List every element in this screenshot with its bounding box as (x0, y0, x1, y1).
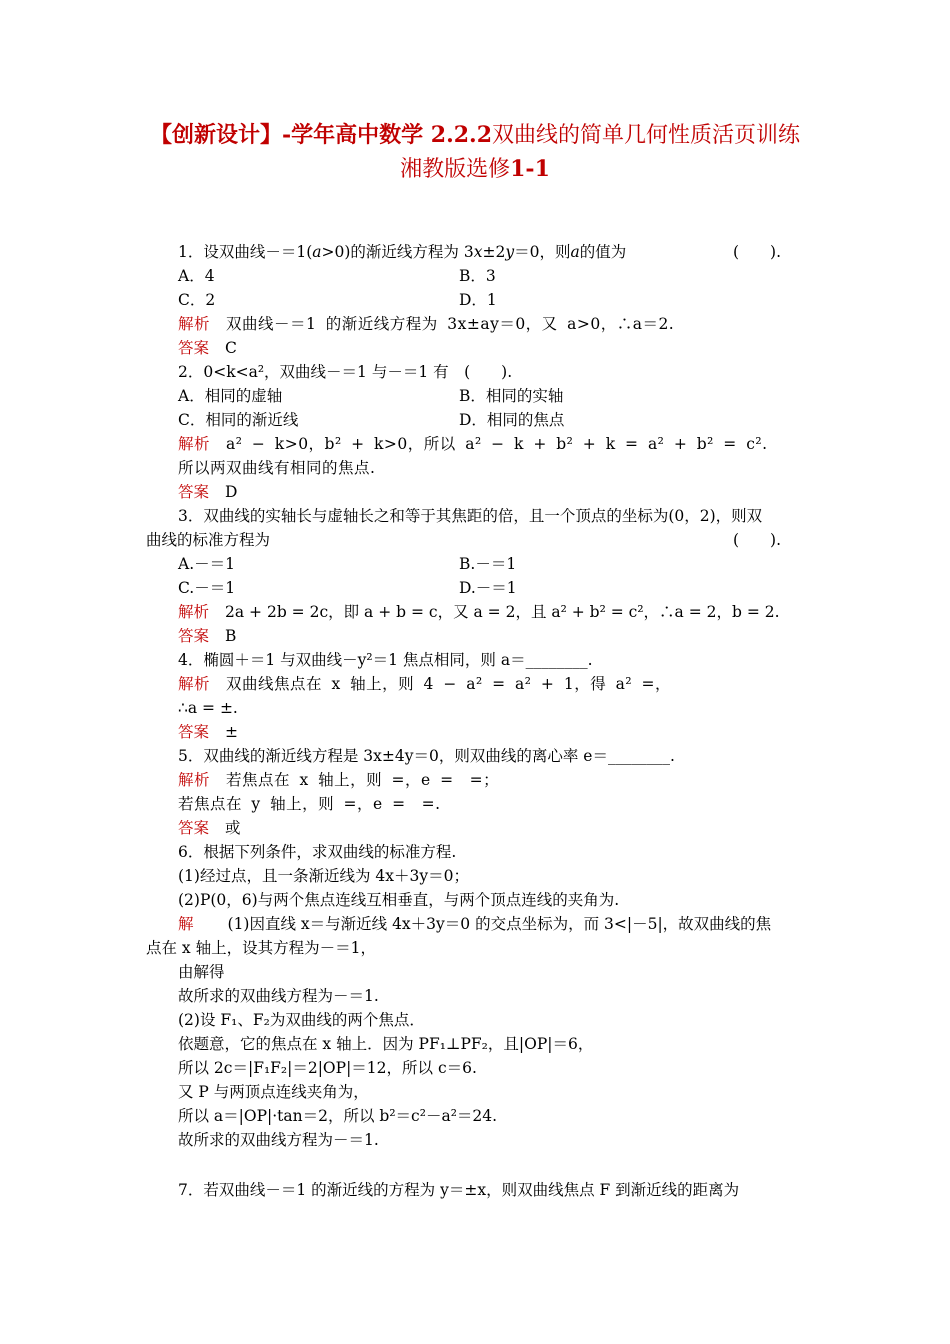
solution-label: 解 (178, 915, 194, 933)
q4-analysis: 解析 双曲线焦点在 x 轴上，则 4 − a² = a² + 1，得 a² =， (178, 675, 671, 693)
q6-solution-line-10: 故所求的双曲线方程为－＝1. (178, 1131, 379, 1149)
q1-option-b: B．3 (459, 267, 496, 285)
q7-stem: 7．若双曲线－＝1 的渐近线的方程为 y＝±x，则双曲线焦点 F 到渐近线的距离为 (178, 1181, 740, 1199)
q3-option-d: D.－＝1 (459, 579, 517, 597)
q3-option-b: B.－＝1 (459, 555, 517, 573)
q6-part-1: (1)经过点，且一条渐近线为 4x＋3y＝0； (178, 867, 469, 885)
q2-option-c: C．相同的渐近线 (178, 411, 299, 429)
analysis-label: 解析 (178, 435, 211, 453)
q1-analysis: 解析 双曲线－＝1 的渐近线方程为 3x±ay＝0，又 a>0，∴a＝2. (178, 315, 675, 333)
q3-stem-line-2: 曲线的标准方程为 (146, 531, 271, 549)
answer-label: 答案 (178, 339, 210, 357)
q2-option-a: A．相同的虚轴 (178, 387, 283, 405)
q5-analysis: 解析 若焦点在 x 轴上，则 =，e = =； (178, 771, 500, 789)
q4-stem: 4．椭圆＋＝1 与双曲线－y²＝1 焦点相同，则 a＝________. (178, 651, 593, 669)
q6-solution-line-3: 由解得 (178, 963, 225, 981)
analysis-label: 解析 (178, 315, 211, 333)
q3-option-a: A.－＝1 (178, 555, 235, 573)
q3-paren: ( ). (733, 531, 782, 549)
q1-option-d: D．1 (459, 291, 497, 309)
q1-option-a: A．4 (178, 267, 215, 285)
q1-paren: ( ). (733, 243, 782, 261)
analysis-label: 解析 (178, 675, 211, 693)
q6-solution-line-4: 故所求的双曲线方程为－＝1. (178, 987, 379, 1005)
q6-solution-line-2: 点在 x 轴上，设其方程为－＝1， (146, 939, 376, 957)
q5-stem: 5．双曲线的渐近线方程是 3x±4y＝0，则双曲线的离心率 e＝________. (178, 747, 675, 765)
q6-solution-line-5: (2)设 F₁、F₂为双曲线的两个焦点． (178, 1011, 425, 1029)
q2-option-d: D．相同的焦点 (459, 411, 565, 429)
q6-stem: 6．根据下列条件，求双曲线的标准方程. (178, 843, 457, 861)
document-title-line-2: 湘教版选修1-1 (400, 156, 550, 182)
q3-analysis: 解析 2a + 2b = 2c，即 a + b = c，又 a = 2，且 a² + b² = c²，∴a = 2，b = 2. (178, 603, 780, 621)
q2-analysis-line-2: 所以两双曲线有相同的焦点. (178, 459, 376, 477)
answer-label: 答案 (178, 627, 210, 645)
answer-label: 答案 (178, 723, 210, 741)
q3-answer: 答案 B (178, 627, 237, 645)
q5-analysis-line-2: 若焦点在 y 轴上，则 =，e = =. (178, 795, 441, 813)
q3-stem: 3．双曲线的实轴长与虚轴长之和等于其焦距的倍，且一个顶点的坐标为(0，2)，则双 (178, 507, 763, 525)
q1-stem: 1．设双曲线－＝1(a>0)的渐近线方程为 3x±2y＝0，则a的值为 (178, 243, 627, 261)
q6-solution-line-8: 又 P 与两顶点连线夹角为， (178, 1083, 369, 1101)
answer-label: 答案 (178, 819, 210, 837)
document-title-line-1: 【创新设计】-学年高中数学 2.2.2双曲线的简单几何性质活页训练 (149, 122, 801, 148)
q6-solution-line-6: 依题意，它的焦点在 x 轴上．因为 PF₁⊥PF₂，且|OP|＝6， (178, 1035, 594, 1053)
q6-solution-line-9: 所以 a＝|OP|·tan＝2，所以 b²＝c²－a²＝24. (178, 1107, 498, 1125)
analysis-label: 解析 (178, 771, 211, 789)
q4-analysis-line-2: ∴a = ±. (178, 699, 238, 717)
q6-part-2: (2)P(0，6)与两个焦点连线互相垂直，与两个顶点连线的夹角为. (178, 891, 620, 909)
q5-answer: 答案 或 (178, 819, 241, 837)
q2-analysis: 解析 a² − k>0，b² + k>0，所以 a² − k + b² + k = a² + b² = c². (178, 435, 768, 453)
q2-option-b: B．相同的实轴 (459, 387, 564, 405)
q6-solution-line-7: 所以 2c＝|F₁F₂|＝2|OP|＝12，所以 c＝6. (178, 1059, 477, 1077)
q2-answer: 答案 D (178, 483, 238, 501)
q1-answer: 答案 C (178, 339, 237, 357)
answer-label: 答案 (178, 483, 210, 501)
q1-option-c: C．2 (178, 291, 216, 309)
q6-solution: 解 (1)因直线 x＝与渐近线 4x＋3y＝0 的交点坐标为，而 3<|－5|，故双曲线的焦 (178, 915, 772, 933)
q2-stem: 2．0<k<a²，双曲线－＝1 与－＝1 有 ( ). (178, 363, 513, 381)
q3-option-c: C.－＝1 (178, 579, 236, 597)
analysis-label: 解析 (178, 603, 210, 621)
q4-answer: 答案 ± (178, 723, 239, 741)
